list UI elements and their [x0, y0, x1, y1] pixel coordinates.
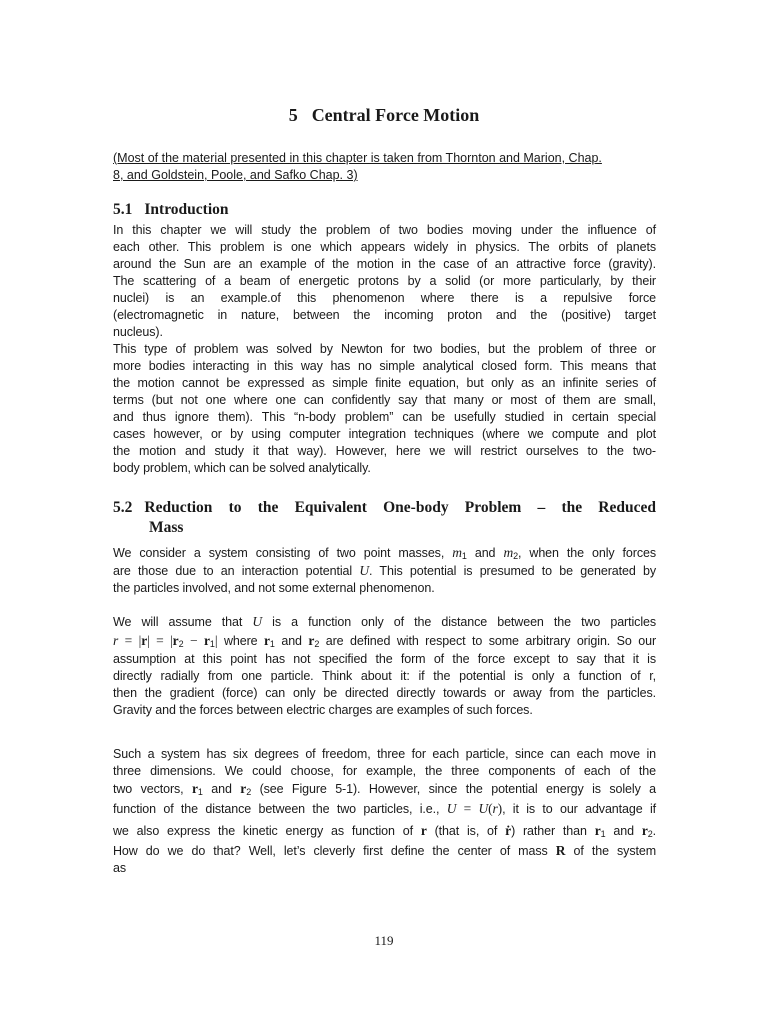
vector-r: r — [420, 823, 427, 838]
subscript: 2 — [513, 551, 518, 561]
vector-r1: r — [594, 823, 601, 838]
text-run: (see Figure 5-1). However, since the potential energy is solely a — [259, 782, 657, 796]
vector-r2: r — [641, 823, 648, 838]
vector-r1: r — [204, 633, 210, 648]
source-note — [113, 150, 656, 184]
vector-r2: r — [172, 633, 179, 648]
chapter-title-text: Central Force Motion — [311, 105, 480, 125]
text-run: and — [613, 824, 634, 838]
vector-r2: r — [240, 781, 247, 796]
vector-r-dot: ṙ — [505, 823, 512, 838]
text-run: We consider a system consisting of two point masses, — [113, 546, 445, 560]
text-run: . This potential is presumed to be generated by — [368, 564, 656, 578]
chapter-title — [0, 105, 768, 126]
text-line: as — [113, 861, 127, 875]
text-run: , when the only forces — [518, 546, 656, 560]
text-run: How do we do that? Well, let’s cleverly first define the center of mass — [113, 844, 548, 858]
math-U: U — [446, 801, 457, 816]
math-m2: m — [503, 545, 514, 560]
text-line: body problem, which can be solved analytically. — [113, 461, 371, 475]
math-operator: − — [189, 633, 198, 648]
vector-r1: r — [264, 633, 270, 648]
subscript: 1 — [461, 551, 467, 561]
math-r: r — [113, 633, 119, 648]
text-run: is a function only of the distance between the two particles — [272, 615, 656, 629]
text-run: are defined with respect to some arbitrary origin. So our — [325, 634, 657, 648]
text-run: and — [474, 546, 496, 560]
source-note-line: 8, and Goldstein, Poole, and Safko Chap. 3) — [113, 168, 358, 182]
section-heading-line — [113, 498, 656, 518]
paragraph-introduction-1 — [113, 222, 656, 341]
text-line: (electromagnetic in nature, between the incoming proton and the (positive) target — [113, 308, 656, 322]
text-line: and thus ignore them). This “n-body problem” can be usefully studied in certain special — [113, 410, 656, 424]
text-line: the motion cannot be expressed as simple finite equation, but only as an infinite series of — [113, 376, 656, 390]
paragraph-assumption — [113, 613, 656, 719]
text-line: more bodies interacting in this way has no simple analytical closed form. This means that — [113, 359, 656, 373]
subscript: 1 — [209, 639, 215, 649]
text-line: each other. This problem is one which appears widely in physics. The orbits of planets — [113, 240, 656, 254]
page-number: 119 — [374, 933, 394, 948]
vector-r1: r — [192, 781, 198, 796]
text-run: of the system — [573, 844, 657, 858]
text-line: terms (but not one where one can confidently say that many or most of them are small, — [113, 393, 656, 407]
vector-R: R — [555, 843, 566, 858]
text-line — [113, 842, 656, 860]
math-operator: = | — [124, 633, 142, 648]
text-line — [113, 780, 656, 798]
text-line — [113, 631, 656, 651]
text-run: are those due to an interaction potential — [113, 564, 353, 578]
text-line: assumption at this point has not specified the form of the force except to say that it is — [113, 652, 656, 666]
math-operator: | — [214, 633, 218, 648]
subscript: 2 — [178, 639, 184, 649]
text-run: . — [652, 824, 657, 838]
text-run: and — [211, 782, 232, 796]
text-line: three dimensions. We could choose, for example, the three components of each of the — [113, 764, 656, 778]
paragraph-degrees-of-freedom — [113, 746, 656, 877]
text-run: function of the distance between the two particles, i.e., — [113, 802, 440, 816]
math-operator: ) — [497, 801, 503, 816]
math-U: U — [359, 563, 369, 578]
text-run: We will assume that — [113, 615, 243, 629]
text-line: the motion and study it that way). However, here we will restrict ourselves to the two- — [113, 444, 656, 458]
text-run: where — [223, 634, 258, 648]
text-line: In this chapter we will study the problem of two bodies moving under the influence of — [113, 223, 656, 237]
text-run: , it is to our advantage if — [502, 802, 656, 816]
source-note-line: (Most of the material presented in this chapter is taken from Thornton and Marion, Chap. — [113, 151, 602, 165]
subscript: 1 — [269, 639, 275, 649]
text-run: and — [281, 634, 302, 648]
math-operator: | = | — [147, 633, 173, 648]
vector-r2: r — [308, 633, 315, 648]
text-line: nucleus). — [113, 325, 163, 339]
text-line: Gravity and the forces between electric charges are examples of such forces. — [113, 703, 533, 717]
text-line — [113, 613, 656, 631]
math-operator: = — [456, 801, 479, 816]
subscript: 1 — [197, 787, 203, 797]
section-number: 5.1 — [113, 201, 133, 218]
text-line: then the gradient (force) can only be directed directly towards or away from the particles. — [113, 686, 656, 700]
section-heading-5-2 — [113, 498, 656, 538]
text-line: directly radially from one particle. Think about it: if the potential is only a function of r, — [113, 669, 656, 683]
math-m1: m — [452, 545, 462, 560]
text-line: the particles involved, and not some external phenomenon. — [113, 581, 435, 595]
text-run: (that is, of — [434, 824, 498, 838]
math-r: r — [492, 801, 498, 816]
text-line: nuclei) is an example.of this phenomenon where there is a repulsive force — [113, 291, 656, 305]
text-run: two vectors, — [113, 782, 184, 796]
section-title-continued: Mass — [149, 519, 184, 536]
section-title: Reduction to the Equivalent One-body Problem – the Reduced — [144, 499, 656, 516]
text-line: This type of problem was solved by Newton for two bodies, but the problem of three or — [113, 342, 656, 356]
section-number: 5.2 — [113, 499, 133, 516]
math-operator: ( — [488, 801, 493, 816]
paragraph-two-bodies — [113, 544, 656, 597]
text-line — [113, 562, 656, 580]
text-run: we also express the kinetic energy as function of — [113, 824, 413, 838]
text-line — [113, 798, 656, 820]
chapter-number: 5 — [288, 105, 298, 125]
vector-r: r — [141, 633, 148, 648]
text-line: Such a system has six degrees of freedom, three for each particle, since can each move in — [113, 747, 656, 761]
section-heading-5-1 — [113, 200, 656, 220]
subscript: 2 — [647, 829, 653, 839]
text-line: The scattering of a beam of energetic protons by a solid (or more particularly, by their — [113, 274, 656, 288]
section-title: Introduction — [144, 201, 229, 218]
math-U: U — [478, 801, 489, 816]
subscript: 1 — [600, 829, 606, 839]
text-run: ) rather than — [511, 824, 587, 838]
subscript: 2 — [314, 639, 320, 649]
text-line — [113, 544, 656, 562]
text-line: cases however, or by using computer integration techniques (where we compute and plot — [113, 427, 656, 441]
text-line: around the Sun are an example of the motion in the case of an attractive force (gravity). — [113, 257, 656, 271]
text-line — [113, 820, 656, 842]
math-U: U — [252, 614, 263, 629]
subscript: 2 — [246, 787, 252, 797]
paragraph-introduction-2 — [113, 341, 656, 477]
